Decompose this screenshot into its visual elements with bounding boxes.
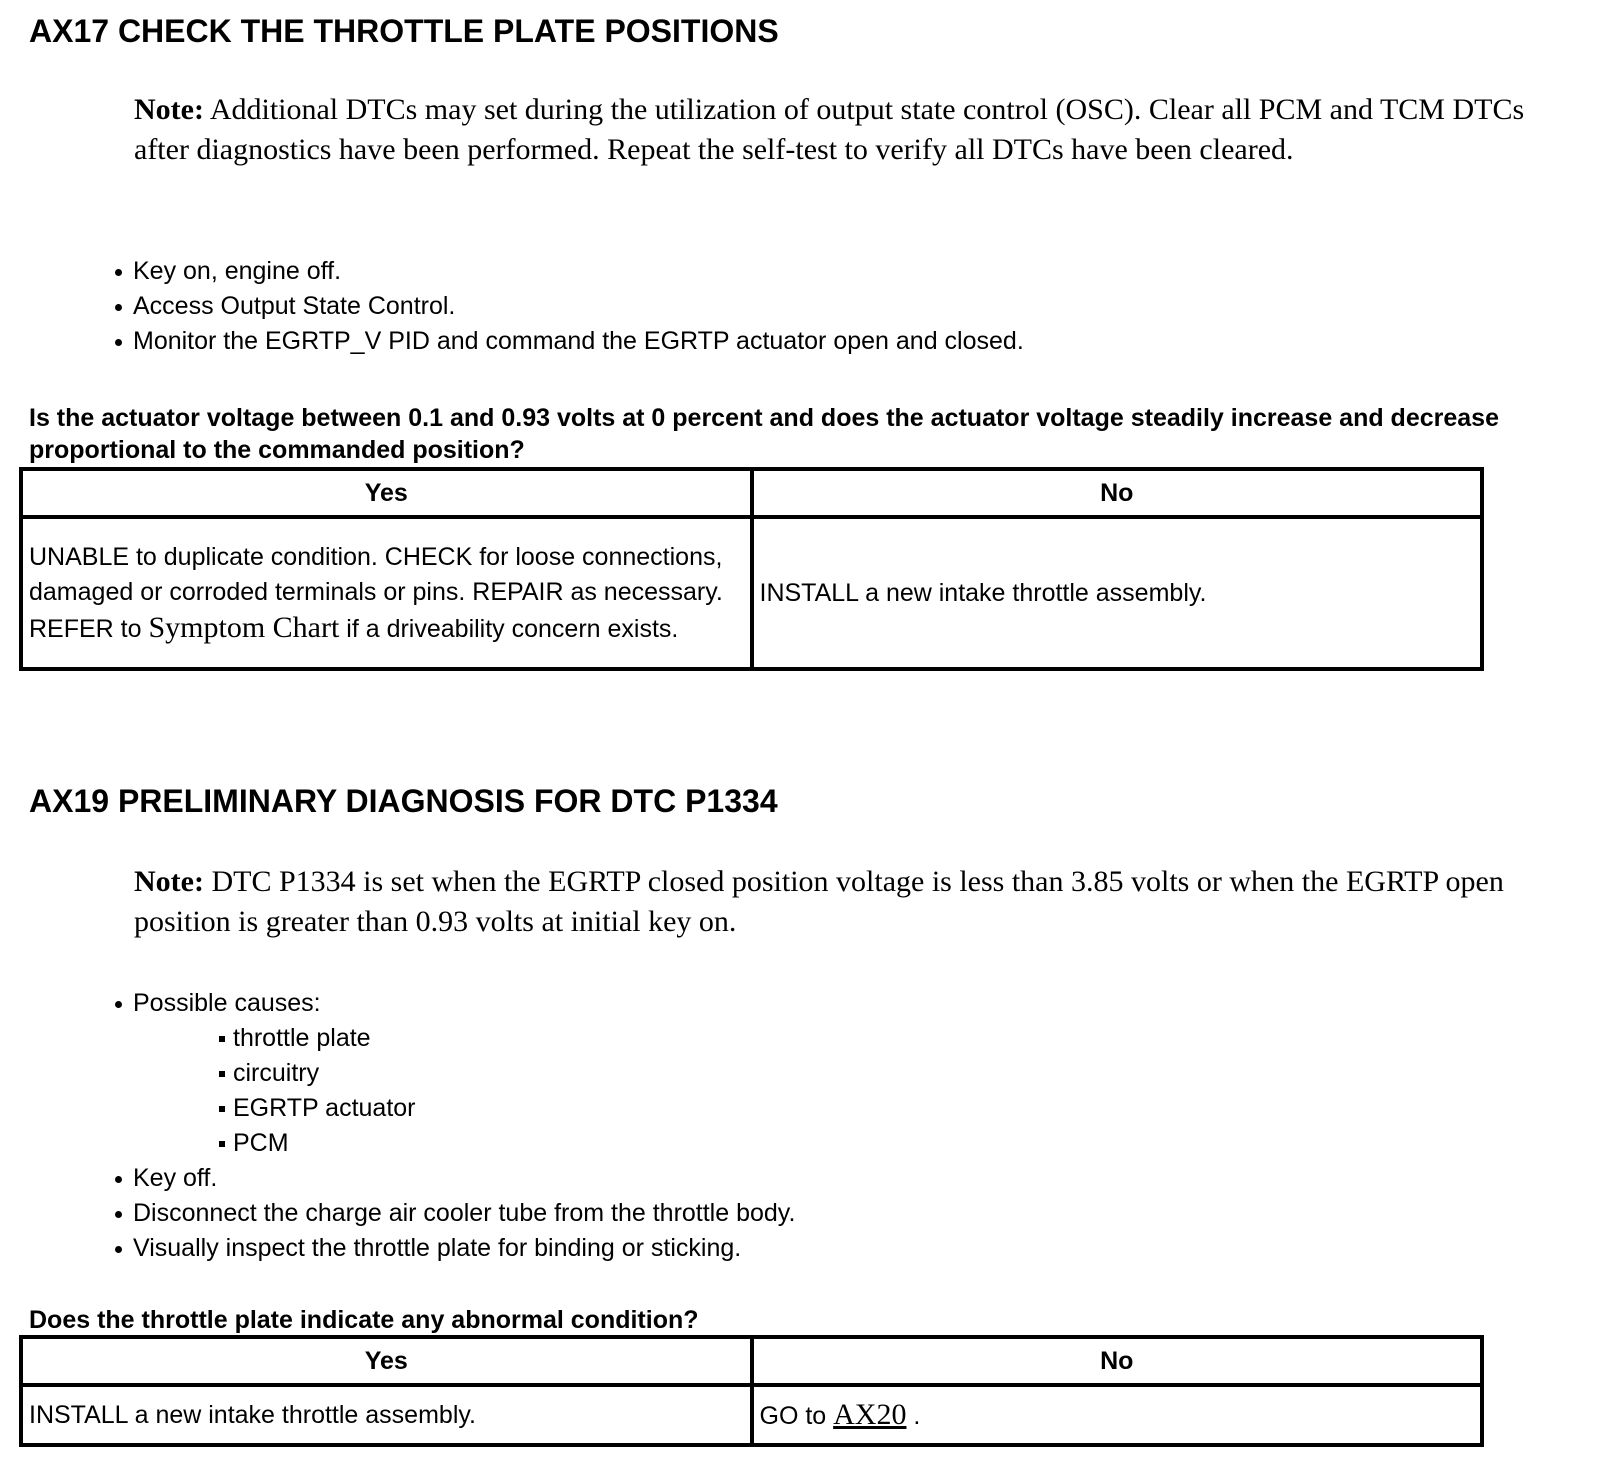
- list-item: Key off.: [113, 1161, 795, 1196]
- possible-causes-label: Possible causes:: [133, 989, 321, 1017]
- list-item: Monitor the EGRTP_V PID and command the EGRTP actuator open and closed.: [113, 324, 1024, 359]
- note-text: DTC P1334 is set when the EGRTP closed position voltage is less than 3.85 volts or when the EGRTP open position is greater than 0.93 volts at initial key on.: [134, 865, 1504, 938]
- table-row: [21, 517, 1482, 669]
- no-header: No: [752, 469, 1483, 517]
- note-ax19: [134, 862, 1574, 942]
- section-title-ax19: AX19 PRELIMINARY DIAGNOSIS FOR DTC P1334: [29, 783, 778, 819]
- table-row: [21, 1385, 1482, 1445]
- no-text-after: .: [906, 1401, 921, 1430]
- yes-header: Yes: [21, 469, 752, 517]
- list-item: Disconnect the charge air cooler tube from the throttle body.: [113, 1196, 795, 1231]
- table-header-row: [21, 469, 1482, 517]
- yes-no-table-ax19: [19, 1335, 1484, 1447]
- yes-text-before: UNABLE to duplicate condition. CHECK for loose connections, damaged or corroded terminals or pins. REPAIR as necessary. REFER to: [29, 542, 723, 643]
- bullet-list-ax19: [113, 986, 795, 1266]
- list-item: Visually inspect the throttle plate for binding or sticking.: [113, 1231, 795, 1266]
- section-title-ax17: AX17 CHECK THE THROTTLE PLATE POSITIONS: [29, 13, 779, 49]
- yes-cell: INSTALL a new intake throttle assembly.: [21, 1385, 752, 1445]
- note-ax17: [134, 90, 1574, 170]
- yes-cell: [21, 517, 752, 669]
- possible-causes-list: [133, 1021, 795, 1161]
- list-item: EGRTP actuator: [217, 1091, 795, 1126]
- no-cell: [752, 1385, 1483, 1445]
- table-header-row: [21, 1337, 1482, 1385]
- list-item: [113, 986, 795, 1161]
- list-item: Key on, engine off.: [113, 254, 1024, 289]
- question-ax17: Is the actuator voltage between 0.1 and 0.93 volts at 0 percent and does the actuator voltage steadily increase and decrease proportional to the commanded position?: [29, 404, 1499, 464]
- note-label: Note:: [134, 865, 204, 898]
- no-cell: INSTALL a new intake throttle assembly.: [752, 517, 1483, 669]
- ax20-link[interactable]: AX20: [833, 1397, 907, 1431]
- symptom-chart-reference: Symptom Chart: [148, 610, 340, 644]
- list-item: Access Output State Control.: [113, 289, 1024, 324]
- list-item: PCM: [217, 1126, 795, 1161]
- yes-no-table-ax17: [19, 467, 1484, 671]
- list-item: circuitry: [217, 1056, 795, 1091]
- note-label: Note:: [134, 93, 204, 126]
- bullet-list-ax17: [113, 254, 1024, 359]
- yes-text-after: if a driveability concern exists.: [339, 614, 679, 643]
- no-text-before: GO to: [759, 1401, 834, 1430]
- list-item: throttle plate: [217, 1021, 795, 1056]
- note-text: Additional DTCs may set during the utilization of output state control (OSC). Clear all PCM and TCM DTCs after diagnostics have been performed. Repeat the self-test to verify all DTCs have been cleared.: [134, 93, 1525, 166]
- yes-header: Yes: [21, 1337, 752, 1385]
- question-ax19: Does the throttle plate indicate any abnormal condition?: [29, 1306, 699, 1334]
- no-header: No: [752, 1337, 1483, 1385]
